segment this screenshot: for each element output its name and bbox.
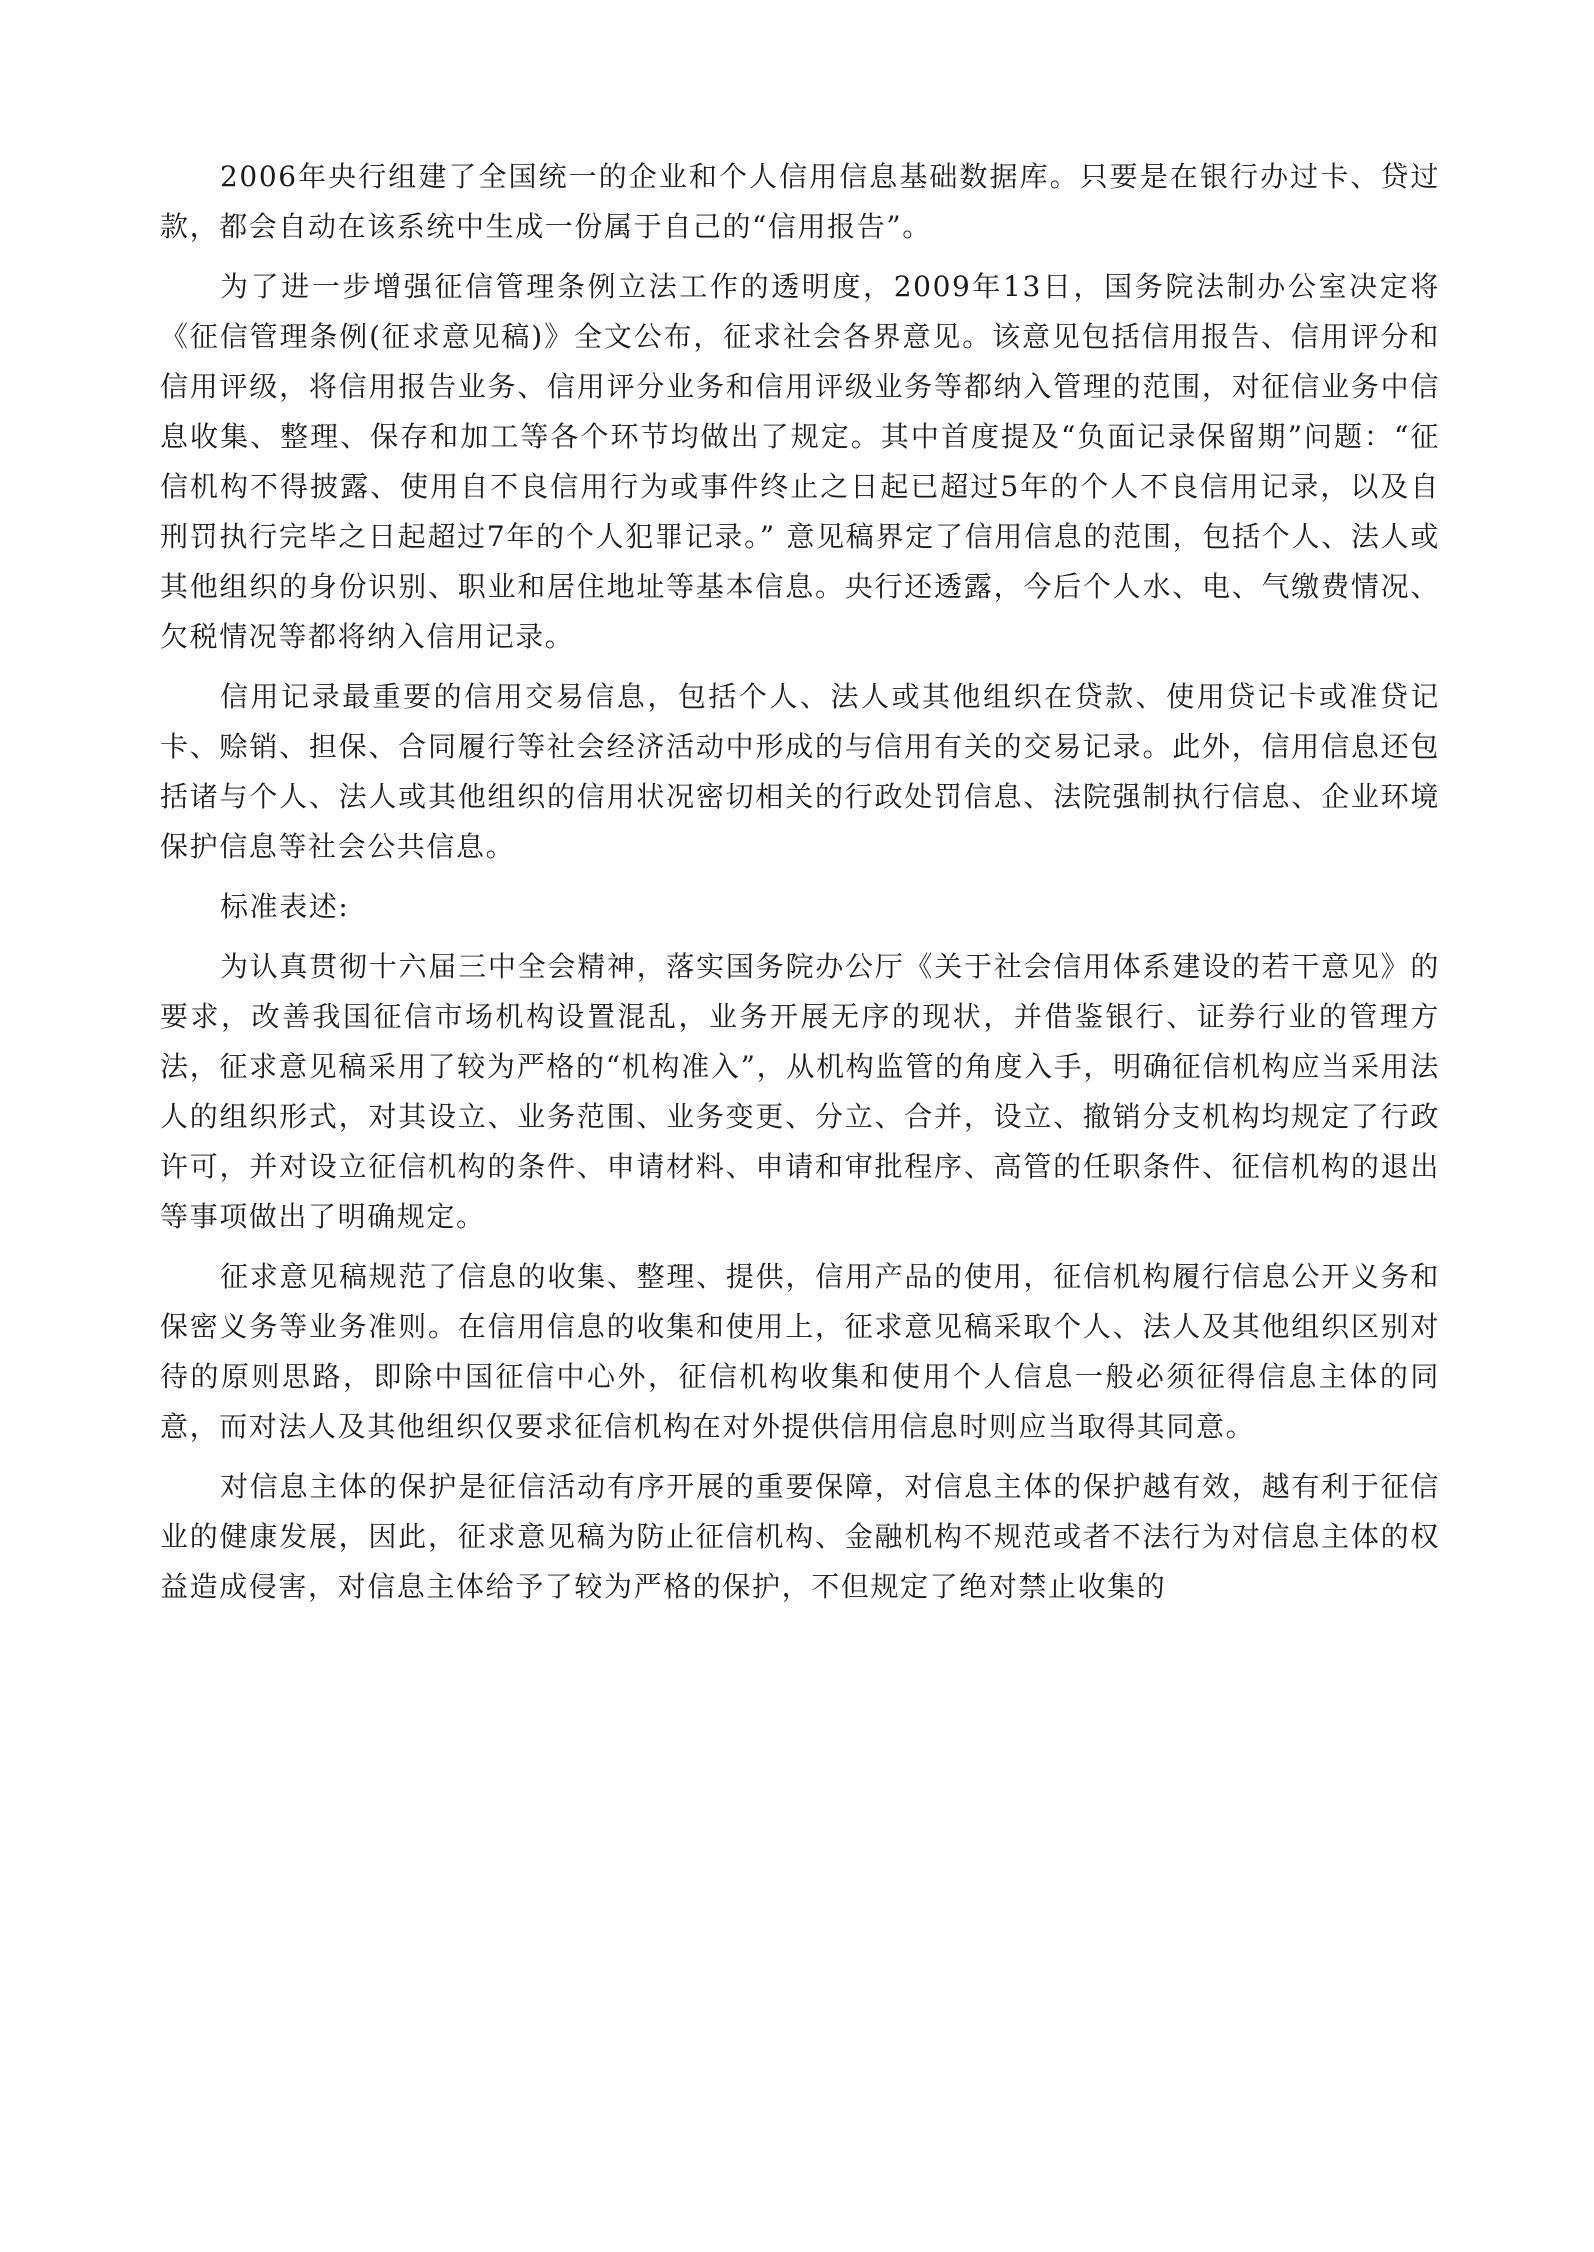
paragraph-database-intro: 2006年央行组建了全国统一的企业和个人信用信息基础数据库。只要是在银行办过卡、贷过款，都会自动在该系统中生成一份属于自己的“信用报告”。 [160,160,1440,243]
paragraph-business-rules: 征求意见稿规范了信息的收集、整理、提供，信用产品的使用，征信机构履行信息公开义务和保密义务等业务准则。在信用信息的收集和使用上，征求意见稿采取个人、法人及其他组织区别对待的原则思路，即除中国征信中心外，征信机构收集和使用个人信息一般必须征得信息主体的同意，而对法人及其他组织仅要求征信机构在对外提供信用信息时则应当取得其同意。 [160,1260,1440,1443]
document-page [160,152,1440,1622]
paragraph-credit-transaction-info: 信用记录最重要的信用交易信息，包括个人、法人或其他组织在贷款、使用贷记卡或准贷记卡、赊销、担保、合同履行等社会经济活动中形成的与信用有关的交易记录。此外，信用信息还包括诸与个人、法人或其他组织的信用状况密切相关的行政处罚信息、法院强制执行信息、企业环境保护信息等社会公共信息。 [160,680,1440,863]
paragraph-institution-access: 为认真贯彻十六届三中全会精神，落实国务院办公厅《关于社会信用体系建设的若干意见》的要求，改善我国征信市场机构设置混乱，业务开展无序的现状，并借鉴银行、证券行业的管理方法，征求意见稿采用了较为严格的“机构准入”，从机构监管的角度入手，明确征信机构应当采用法人的组织形式，对其设立、业务范围、业务变更、分立、合并，设立、撤销分支机构均规定了行政许可，并对设立征信机构的条件、申请材料、申请和审批程序、高管的任职条件、征信机构的退出等事项做出了明确规定。 [160,950,1440,1233]
paragraph-regulation-draft: 为了进一步增强征信管理条例立法工作的透明度，2009年13日，国务院法制办公室决定将《征信管理条例(征求意见稿)》全文公布，征求社会各界意见。该意见包括信用报告、信用评分和信用评级，将信用报告业务、信用评分业务和信用评级业务等都纳入管理的范围，对征信业务中信息收集、整理、保存和加工等各个环节均做出了规定。其中首度提及“负面记录保留期”问题：“征信机构不得披露、使用自不良信用行为或事件终止之日起已超过5年的个人不良信用记录，以及自刑罚执行完毕之日起超过7年的个人犯罪记录。” 意见稿界定了信用信息的范围，包括个人、法人或其他组织的身份识别、职业和居住地址等基本信息。央行还透露，今后个人水、电、气缴费情况、欠税情况等都将纳入信用记录。 [160,270,1440,653]
paragraph-standard-statement-heading: 标准表述: [220,890,350,923]
paragraph-subject-protection: 对信息主体的保护是征信活动有序开展的重要保障，对信息主体的保护越有效，越有利于征信业的健康发展，因此，征求意见稿为防止征信机构、金融机构不规范或者不法行为对信息主体的权益造成侵害，对信息主体给予了较为严格的保护，不但规定了绝对禁止收集的 [160,1470,1440,1603]
